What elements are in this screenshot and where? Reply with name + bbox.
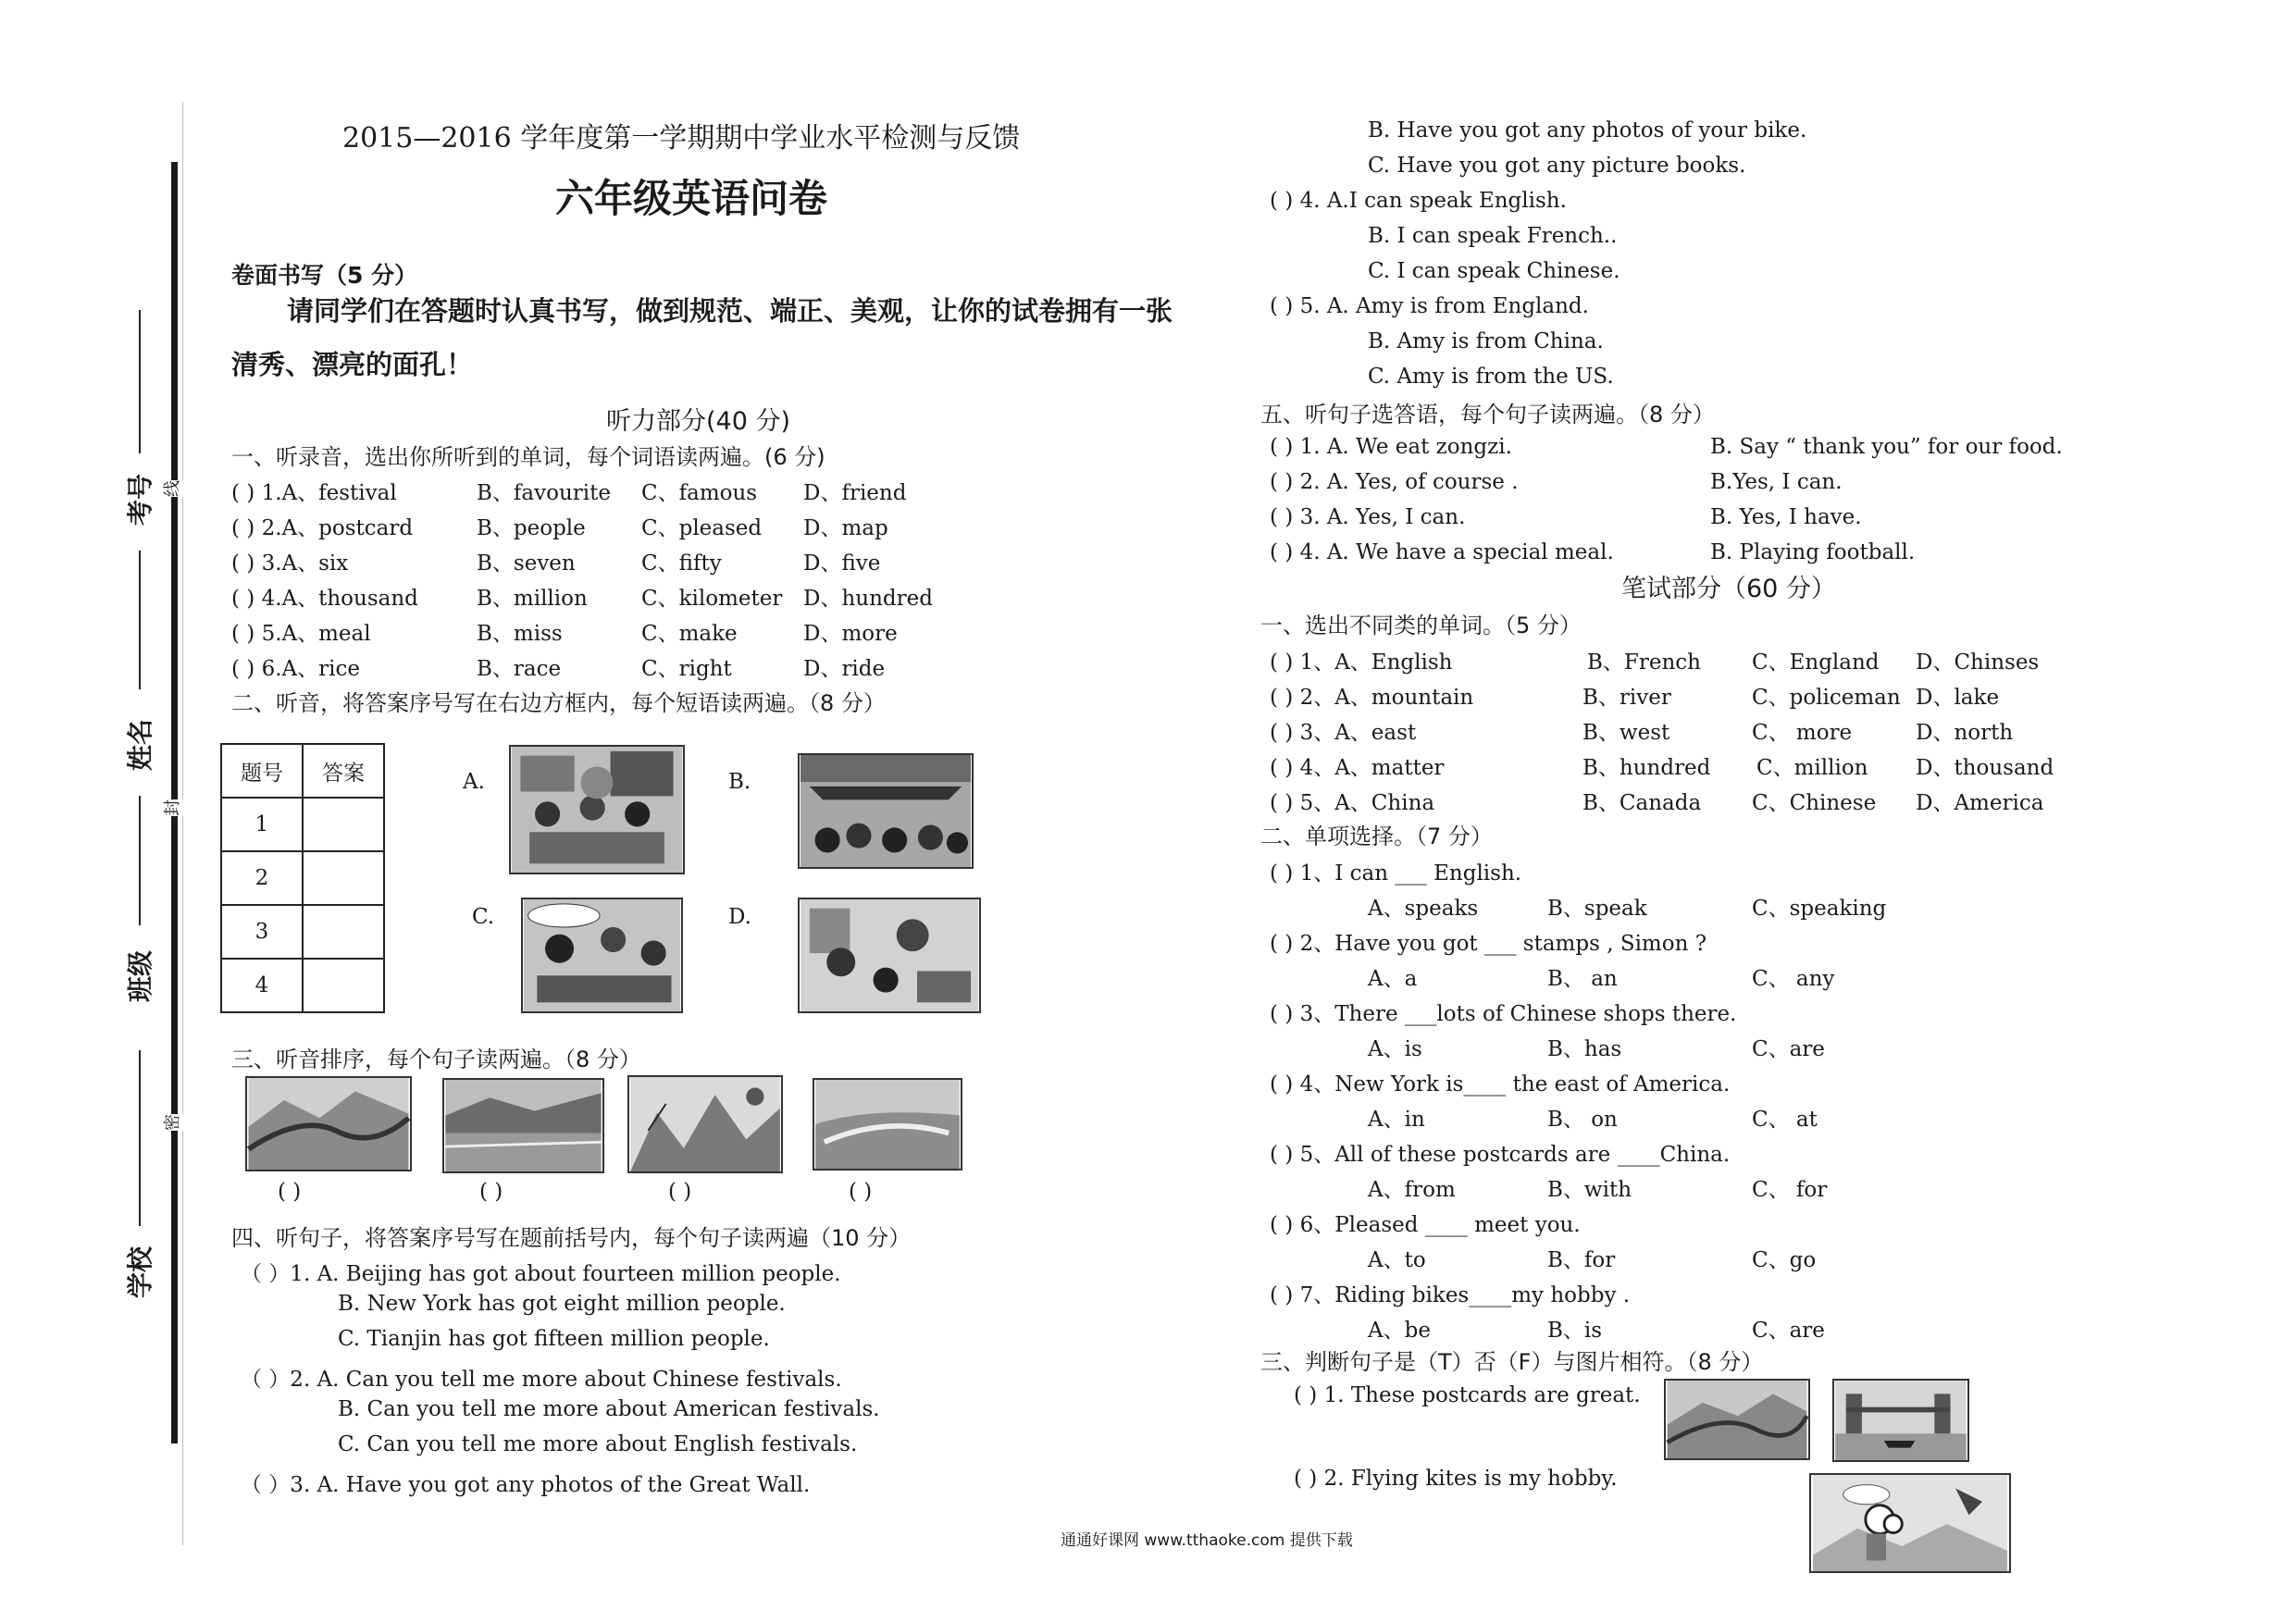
answer-cell[interactable] — [303, 959, 384, 1012]
judge-item[interactable]: ( ) 1. These postcards are great. — [1294, 1383, 1641, 1407]
listen-s5-heading: 五、听句子选答语，每个句子读两遍。（8 分） — [1260, 402, 1715, 427]
name-label: 姓名 — [125, 718, 156, 772]
option-b: B、speak — [1547, 897, 1647, 921]
written-s2-heading: 二、单项选择。（7 分） — [1260, 824, 1493, 849]
answer-row-no: 3 — [221, 905, 303, 959]
option-b: B、 on — [1547, 1108, 1618, 1132]
writing-text-2: 清秀、漂亮的面孔！ — [231, 349, 474, 380]
answer-table-head-no: 题号 — [221, 744, 303, 798]
listen-s4-line: C. Tianjin has got fifteen million people. — [338, 1327, 770, 1351]
order-bracket[interactable]: ( ) — [479, 1180, 503, 1204]
option-a: A、be — [1368, 1319, 1431, 1343]
listen-s4-line: B. Have you got any photos of your bike. — [1368, 118, 1807, 142]
answer-row-no: 2 — [221, 851, 303, 905]
option-c: C、 at — [1752, 1108, 1818, 1132]
option-a: A、is — [1368, 1037, 1422, 1061]
option-c: C、speaking — [1752, 897, 1887, 921]
exam-no-field[interactable] — [139, 310, 141, 453]
question-text[interactable]: ( ) 4、New York is____ the east of America. — [1270, 1072, 1731, 1096]
answer-cell[interactable] — [303, 851, 384, 905]
listen-s4-line: C. I can speak Chinese. — [1368, 259, 1620, 283]
option-a: A、from — [1368, 1178, 1456, 1202]
listen-s1-heading: 一、听录音，选出你所听到的单词，每个词语读两遍。(6 分) — [231, 444, 825, 470]
option-a: A、a — [1368, 967, 1418, 991]
picture-d-kitchen — [798, 898, 981, 1013]
written-s3-heading: 三、判断句子是（T）否（F）与图片相符。（8 分） — [1260, 1349, 1764, 1375]
judge-picture-kite-boy — [1809, 1473, 2011, 1573]
listen-s4-line: B. Can you tell me more about American festivals. — [338, 1397, 880, 1421]
option-c: C、are — [1752, 1037, 1825, 1061]
answer-cell[interactable] — [303, 798, 384, 851]
listen-s4-line: C. Have you got any picture books. — [1368, 154, 1746, 178]
judge-picture-bridge-postcard — [1832, 1379, 1969, 1462]
answer-row-no: 1 — [221, 798, 303, 851]
answer-row-no: 4 — [221, 959, 303, 1012]
question-text[interactable]: ( ) 3、There ___lots of Chinese shops there. — [1270, 1002, 1737, 1026]
listen-s4-line: C. Amy is from the US. — [1368, 365, 1614, 389]
seal-line-mark: 线 — [159, 480, 183, 497]
listen-s4-line[interactable]: （ ）2. A. Can you tell me more about Chinese festivals. — [241, 1368, 842, 1392]
listening-heading: 听力部分(40 分) — [606, 407, 791, 436]
writing-heading: 卷面书写（5 分） — [231, 262, 418, 289]
option-c: C、 any — [1752, 967, 1835, 991]
listen-s2-heading: 二、听音，将答案序号写在右边方框内，每个短语读两遍。（8 分） — [231, 690, 886, 716]
listen-s4-heading: 四、听句子，将答案序号写在题前括号内，每个句子读两遍（10 分） — [231, 1225, 912, 1251]
order-bracket[interactable]: ( ) — [849, 1180, 873, 1204]
footer-text: 通通好课网 www.tthaoke.com 提供下载 — [1061, 1531, 1353, 1550]
scene-picture-mountains — [627, 1075, 783, 1173]
picture-a-family-meal — [509, 745, 685, 874]
binding-rule-thin — [182, 102, 183, 1545]
name-field[interactable] — [139, 551, 141, 689]
written-heading: 笔试部分（60 分） — [1621, 575, 1836, 603]
listen-s4-line[interactable]: ( ) 5. A. Amy is from England. — [1270, 294, 1589, 318]
option-b: B、 an — [1547, 967, 1618, 991]
listen-s4-line[interactable]: （ ）3. A. Have you got any photos of the Great Wall. — [241, 1473, 811, 1497]
option-a: A、in — [1368, 1108, 1425, 1132]
class-field[interactable] — [139, 796, 141, 925]
picture-label-a: A. — [463, 770, 485, 794]
listen-s4-line: C. Can you tell me more about English festivals. — [338, 1432, 858, 1456]
listen-s4-line[interactable]: （ ）1. A. Beijing has got about fourteen million people. — [241, 1262, 841, 1286]
written-s1-heading: 一、选出不同类的单词。（5 分） — [1260, 613, 1582, 638]
school-field[interactable] — [139, 1050, 141, 1226]
answer-table-head-answer: 答案 — [303, 744, 384, 798]
option-c: C、are — [1752, 1319, 1825, 1343]
seal-seal-mark: 封 — [159, 799, 183, 816]
listen-s3-heading: 三、听音排序，每个句子读两遍。（8 分） — [231, 1047, 641, 1072]
scene-picture-city — [813, 1078, 962, 1171]
judge-item[interactable]: ( ) 2. Flying kites is my hobby. — [1294, 1467, 1618, 1491]
answer-table — [220, 743, 385, 1013]
option-c: C、go — [1752, 1248, 1817, 1272]
listen-s4-line[interactable]: ( ) 4. A.I can speak English. — [1270, 189, 1567, 213]
class-label: 班级 — [125, 949, 156, 1003]
question-text[interactable]: ( ) 2、Have you got ___ stamps , Simon ? — [1270, 932, 1707, 956]
answer-cell[interactable] — [303, 905, 384, 959]
picture-label-d: D. — [728, 905, 751, 929]
option-b: B、is — [1547, 1319, 1603, 1343]
option-a: A、to — [1368, 1248, 1426, 1272]
picture-b-dragon-boat — [798, 753, 974, 869]
order-bracket[interactable]: ( ) — [278, 1180, 302, 1204]
question-text[interactable]: ( ) 6、Pleased ____ meet you. — [1270, 1213, 1581, 1237]
scene-picture-river — [442, 1078, 604, 1173]
school-label: 学校 — [125, 1245, 156, 1299]
question-text[interactable]: ( ) 1、I can ___ English. — [1270, 861, 1522, 886]
exam-subtitle: 2015—2016 学年度第一学期期中学业水平检测与反馈 — [342, 122, 1021, 155]
scene-picture-great-wall — [245, 1076, 412, 1171]
exam-title: 六年级英语问卷 — [555, 176, 828, 221]
order-bracket[interactable]: ( ) — [668, 1180, 692, 1204]
picture-label-b: B. — [728, 770, 751, 794]
listen-s4-line: B. New York has got eight million people. — [338, 1292, 786, 1316]
option-b: B、with — [1547, 1178, 1632, 1202]
option-b: B、for — [1547, 1248, 1616, 1272]
seal-secret-mark: 密 — [159, 1114, 183, 1131]
picture-label-c: C. — [472, 905, 495, 929]
option-a: A、speaks — [1368, 897, 1479, 921]
question-text[interactable]: ( ) 7、Riding bikes____my hobby . — [1270, 1283, 1631, 1307]
question-text[interactable]: ( ) 5、All of these postcards are ____China. — [1270, 1143, 1731, 1167]
exam-no-label: 考号 — [125, 473, 156, 527]
picture-c-dinner — [521, 898, 683, 1013]
writing-text-1: 请同学们在答题时认真书写，做到规范、端正、美观，让你的试卷拥有一张 — [287, 295, 1173, 327]
option-c: C、 for — [1752, 1178, 1828, 1202]
listen-s4-line: B. Amy is from China. — [1368, 329, 1604, 353]
judge-picture-great-wall-postcard — [1664, 1379, 1810, 1460]
listen-s4-line: B. I can speak French.. — [1368, 224, 1618, 248]
option-b: B、has — [1547, 1037, 1622, 1061]
